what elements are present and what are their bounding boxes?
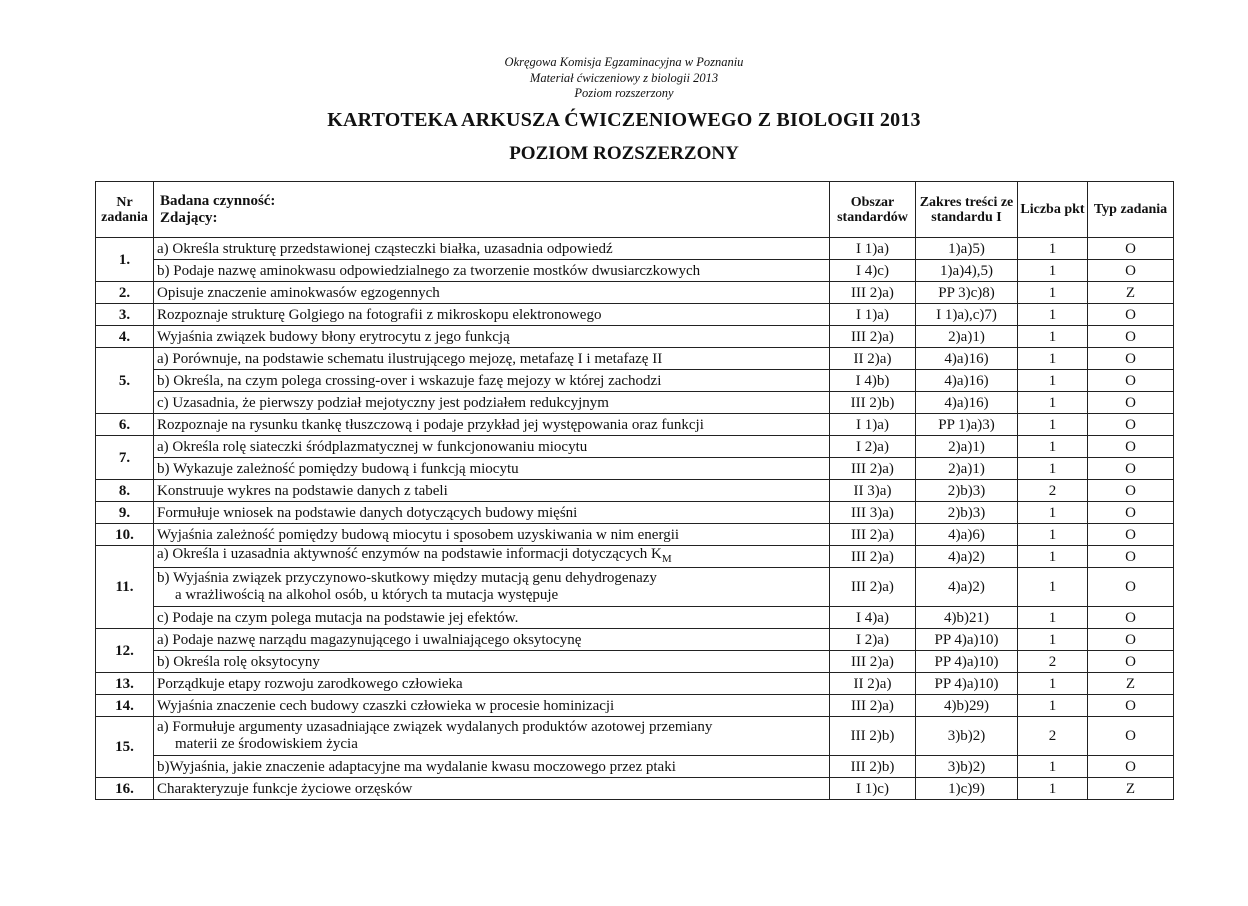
task-number: 7. (96, 436, 154, 480)
task-zakres: PP 4)a)10) (916, 673, 1018, 695)
task-type: O (1088, 392, 1174, 414)
task-points: 1 (1018, 607, 1088, 629)
header-material: Materiał ćwiczeniowy z biologii 2013 (529, 70, 719, 85)
header-liczba: Liczba pkt (1018, 182, 1088, 238)
task-description: b) Określa, na czym polega crossing-over i wskazuje fazę mejozy w której zachodzi (154, 370, 830, 392)
task-zakres: PP 3)c)8) (916, 282, 1018, 304)
task-zakres: 4)a)2) (916, 568, 1018, 607)
task-number: 13. (96, 673, 154, 695)
task-zakres: PP 1)a)3) (916, 414, 1018, 436)
task-type: O (1088, 480, 1174, 502)
table-row (96, 458, 1174, 480)
task-description (154, 546, 830, 568)
task-description: b) Podaje nazwę aminokwasu odpowiedzialnego za tworzenie mostków dwusiarczkowych (154, 260, 830, 282)
table-row (96, 546, 1174, 568)
task-zakres: 2)b)3) (916, 502, 1018, 524)
task-description: Charakteryzuje funkcje życiowe orzęsków (154, 778, 830, 800)
task-description-text: b) Wyjaśnia związek przyczynowo-skutkowy między mutacją genu dehydrogenazy (157, 570, 657, 586)
task-points: 1 (1018, 370, 1088, 392)
task-zakres: 1)a)5) (916, 238, 1018, 260)
task-points: 1 (1018, 436, 1088, 458)
task-type: O (1088, 260, 1174, 282)
task-obszar: III 2)a) (830, 568, 916, 607)
task-points: 1 (1018, 695, 1088, 717)
table-row (96, 607, 1174, 629)
task-obszar: II 2)a) (830, 348, 916, 370)
document-header (0, 55, 1248, 102)
task-zakres: 4)a)16) (916, 348, 1018, 370)
task-obszar: III 2)a) (830, 546, 916, 568)
task-points: 2 (1018, 717, 1088, 756)
task-obszar: III 2)b) (830, 717, 916, 756)
task-number: 9. (96, 502, 154, 524)
task-points: 1 (1018, 260, 1088, 282)
task-obszar: II 3)a) (830, 480, 916, 502)
page-title: KARTOTEKA ARKUSZA ĆWICZENIOWEGO Z BIOLOGII 2013 (327, 109, 921, 131)
task-type: O (1088, 524, 1174, 546)
task-description-text: a) Formułuje argumenty uzasadniające związek wydalanych produktów azotowej przemiany (157, 719, 713, 735)
task-type: O (1088, 717, 1174, 756)
task-type: O (1088, 502, 1174, 524)
task-number: 1. (96, 238, 154, 282)
task-description-text: a) Określa i uzasadnia aktywność enzymów na podstawie informacji dotyczących K (157, 546, 662, 562)
task-description: Wyjaśnia związek budowy błony erytrocytu z jego funkcją (154, 326, 830, 348)
task-number: 6. (96, 414, 154, 436)
table-row (96, 524, 1174, 546)
task-number: 10. (96, 524, 154, 546)
table-row (96, 756, 1174, 778)
task-number: 4. (96, 326, 154, 348)
task-obszar: I 1)a) (830, 238, 916, 260)
task-obszar: II 2)a) (830, 673, 916, 695)
task-description: a) Określa rolę siateczki śródplazmatycznej w funkcjonowaniu miocytu (154, 436, 830, 458)
table-row (96, 568, 1174, 607)
task-zakres: PP 4)a)10) (916, 629, 1018, 651)
task-description (154, 568, 830, 607)
task-type: O (1088, 326, 1174, 348)
task-obszar: III 2)b) (830, 756, 916, 778)
task-type: O (1088, 238, 1174, 260)
task-points: 1 (1018, 326, 1088, 348)
task-number: 16. (96, 778, 154, 800)
task-obszar: III 2)b) (830, 392, 916, 414)
task-zakres: 4)a)2) (916, 546, 1018, 568)
task-points: 1 (1018, 546, 1088, 568)
task-points: 1 (1018, 502, 1088, 524)
task-description: b) Wykazuje zależność pomiędzy budową i funkcją miocytu (154, 458, 830, 480)
task-points: 1 (1018, 238, 1088, 260)
task-type: O (1088, 568, 1174, 607)
task-description: Opisuje znaczenie aminokwasów egzogennych (154, 282, 830, 304)
task-zakres: 2)b)3) (916, 480, 1018, 502)
task-type: O (1088, 629, 1174, 651)
task-type: O (1088, 436, 1174, 458)
task-description: a) Określa strukturę przedstawionej cząsteczki białka, uzasadnia odpowiedź (154, 238, 830, 260)
page-subtitle: POZIOM ROZSZERZONY (509, 143, 739, 164)
task-zakres: 3)b)2) (916, 756, 1018, 778)
header-typ: Typ zadania (1088, 182, 1174, 238)
table-row (96, 282, 1174, 304)
km-subscript: M (661, 553, 672, 565)
task-obszar: III 2)a) (830, 695, 916, 717)
task-obszar: I 2)a) (830, 436, 916, 458)
task-obszar: III 2)a) (830, 458, 916, 480)
task-points: 1 (1018, 673, 1088, 695)
table-row (96, 629, 1174, 651)
table-row (96, 778, 1174, 800)
task-description (154, 717, 830, 756)
task-type: O (1088, 458, 1174, 480)
header-institution: Okręgowa Komisja Egzaminacyjna w Poznaniu (504, 55, 744, 69)
task-type: O (1088, 304, 1174, 326)
task-number: 8. (96, 480, 154, 502)
task-description: Porządkuje etapy rozwoju zarodkowego człowieka (154, 673, 830, 695)
task-description: Rozpoznaje na rysunku tkankę tłuszczową i podaje przykład jej występowania oraz funkcji (154, 414, 830, 436)
task-type: O (1088, 651, 1174, 673)
task-type: O (1088, 546, 1174, 568)
task-description: Wyjaśnia zależność pomiędzy budową miocytu i sposobem uzyskiwania w nim energii (154, 524, 830, 546)
task-number: 2. (96, 282, 154, 304)
task-type: O (1088, 414, 1174, 436)
header-nr: Nr zadania (96, 182, 154, 238)
task-points: 1 (1018, 524, 1088, 546)
task-points: 1 (1018, 458, 1088, 480)
task-type: O (1088, 348, 1174, 370)
header-desc-line1: Badana czynność: (160, 192, 276, 209)
table-row (96, 717, 1174, 756)
task-type: O (1088, 607, 1174, 629)
table-row (96, 260, 1174, 282)
header-level: Poziom rozszerzony (574, 86, 674, 100)
task-points: 1 (1018, 778, 1088, 800)
task-zakres: 4)b)21) (916, 607, 1018, 629)
task-points: 1 (1018, 756, 1088, 778)
task-zakres: 1)c)9) (916, 778, 1018, 800)
task-description: Rozpoznaje strukturę Golgiego na fotografii z mikroskopu elektronowego (154, 304, 830, 326)
task-zakres: 4)a)16) (916, 392, 1018, 414)
task-description: b) Określa rolę oksytocyny (154, 651, 830, 673)
table-row (96, 238, 1174, 260)
header-desc-line2: Zdający: (160, 209, 218, 226)
task-points: 1 (1018, 568, 1088, 607)
table-header-row (96, 182, 1174, 238)
task-zakres: 2)a)1) (916, 326, 1018, 348)
task-number: 11. (96, 546, 154, 629)
table-row (96, 480, 1174, 502)
task-zakres: 4)a)6) (916, 524, 1018, 546)
task-zakres: 3)b)2) (916, 717, 1018, 756)
task-type: O (1088, 370, 1174, 392)
task-number: 14. (96, 695, 154, 717)
task-points: 2 (1018, 651, 1088, 673)
task-zakres: 4)a)16) (916, 370, 1018, 392)
table-row (96, 651, 1174, 673)
table-row (96, 436, 1174, 458)
task-points: 1 (1018, 392, 1088, 414)
task-type: Z (1088, 673, 1174, 695)
task-zakres: 2)a)1) (916, 436, 1018, 458)
task-description: a) Podaje nazwę narządu magazynującego i uwalniającego oksytocynę (154, 629, 830, 651)
task-type: O (1088, 756, 1174, 778)
task-type: Z (1088, 282, 1174, 304)
task-number: 5. (96, 348, 154, 414)
task-points: 2 (1018, 480, 1088, 502)
table-row (96, 695, 1174, 717)
table-row (96, 392, 1174, 414)
header-desc (154, 182, 830, 238)
header-obszar: Obszar standardów (830, 182, 916, 238)
kartoteka-table (95, 181, 1174, 800)
table-row (96, 370, 1174, 392)
task-obszar: I 1)c) (830, 778, 916, 800)
task-zakres: I 1)a),c)7) (916, 304, 1018, 326)
task-points: 1 (1018, 414, 1088, 436)
task-number: 12. (96, 629, 154, 673)
task-zakres: 4)b)29) (916, 695, 1018, 717)
task-zakres: PP 4)a)10) (916, 651, 1018, 673)
task-description-continuation: materii ze środowiskiem życia (175, 736, 358, 752)
table-row (96, 326, 1174, 348)
task-type: Z (1088, 778, 1174, 800)
task-description: a) Porównuje, na podstawie schematu ilustrującego mejozę, metafazę I i metafazę II (154, 348, 830, 370)
task-obszar: I 4)c) (830, 260, 916, 282)
task-zakres: 2)a)1) (916, 458, 1018, 480)
table-row (96, 414, 1174, 436)
task-description: Wyjaśnia znaczenie cech budowy czaszki człowieka w procesie hominizacji (154, 695, 830, 717)
task-description-continuation: a wrażliwością na alkohol osób, u których ta mutacja występuje (175, 587, 559, 603)
task-obszar: III 2)a) (830, 282, 916, 304)
task-description: Formułuje wniosek na podstawie danych dotyczących budowy mięśni (154, 502, 830, 524)
task-obszar: III 2)a) (830, 524, 916, 546)
task-points: 1 (1018, 629, 1088, 651)
task-obszar: III 2)a) (830, 326, 916, 348)
task-points: 1 (1018, 304, 1088, 326)
task-description: c) Uzasadnia, że pierwszy podział mejotyczny jest podziałem redukcyjnym (154, 392, 830, 414)
task-zakres: 1)a)4),5) (916, 260, 1018, 282)
task-number: 3. (96, 304, 154, 326)
table-row (96, 673, 1174, 695)
task-obszar: I 1)a) (830, 414, 916, 436)
task-obszar: I 2)a) (830, 629, 916, 651)
table-row (96, 304, 1174, 326)
task-number: 15. (96, 717, 154, 778)
task-obszar: III 3)a) (830, 502, 916, 524)
task-points: 1 (1018, 348, 1088, 370)
task-description: Konstruuje wykres na podstawie danych z tabeli (154, 480, 830, 502)
table-row (96, 502, 1174, 524)
task-obszar: I 4)a) (830, 607, 916, 629)
header-zakres: Zakres treści ze standardu I (916, 182, 1018, 238)
task-description: b)Wyjaśnia, jakie znaczenie adaptacyjne ma wydalanie kwasu moczowego przez ptaki (154, 756, 830, 778)
task-obszar: III 2)a) (830, 651, 916, 673)
task-type: O (1088, 695, 1174, 717)
task-description: c) Podaje na czym polega mutacja na podstawie jej efektów. (154, 607, 830, 629)
task-points: 1 (1018, 282, 1088, 304)
task-obszar: I 1)a) (830, 304, 916, 326)
task-obszar: I 4)b) (830, 370, 916, 392)
table-row (96, 348, 1174, 370)
